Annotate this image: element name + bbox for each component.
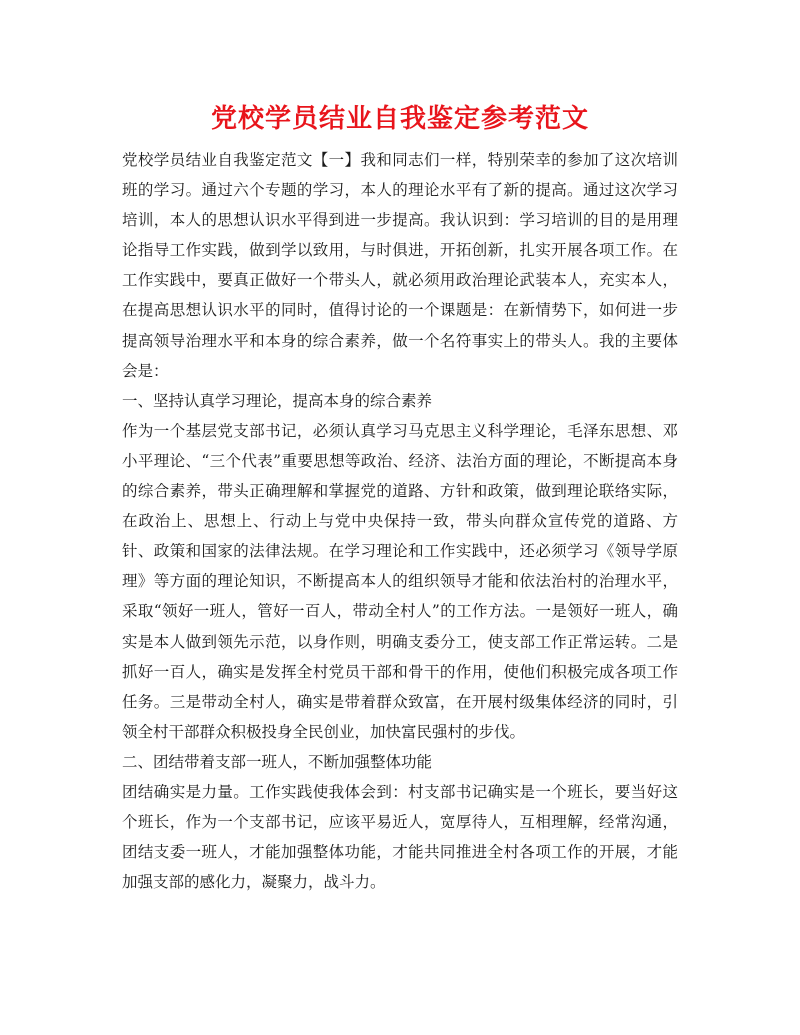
section-heading-2: 二、团结带着支部一班人，不断加强整体功能: [122, 752, 433, 771]
document-title: 党校学员结业自我鉴定参考范文: [210, 104, 589, 134]
section-heading-1: 一、坚持认真学习理论，提高本身的综合素养: [122, 391, 433, 410]
paragraph-section-1: 作为一个基层党支部书记，必须认真学习马克思主义科学理论，毛泽东思想、邓小平理论、“三个代表”重要思想等政治、经济、法治方面的理论，不断提高本身的综合素养，带头正确理解和掌握党的道路、方针和政策，做到理论联络实际，在政治上、思想上、行动上与党中央保持一致，带头向群众宣传党的道路、方针、政策和国家的法律法规。在学习理论和工作实践中，还必须学习《领导学原理》等方面的理论知识，不断提高本人的组织领导才能和依法治村的治理水平，采取“领好一班人，管好一百人，带动全村人”的工作方法。一是领好一班人，确实是本人做到领先示范，以身作则，明确支委分工，使支部工作正常运转。二是抓好一百人，确实是发挥全村党员干部和骨干的作用，使他们积极完成各项工作任务。三是带动全村人，确实是带着群众致富，在开展村级集体经济的同时，引领全村干部群众积极投身全民创业，加快富民强村的步伐。: [122, 421, 678, 741]
document-body: [122, 145, 678, 897]
paragraph-section-2: 团结确实是力量。工作实践使我体会到：村支部书记确实是一个班长，要当好这个班长，作为一个支部书记，应该平易近人，宽厚待人，互相理解，经常沟通，团结支委一班人，才能加强整体功能，才能共同推进全村各项工作的开展，才能加强支部的感化力，凝聚力，战斗力。: [122, 782, 678, 892]
paragraph-intro: 党校学员结业自我鉴定范文【一】我和同志们一样，特别荣幸的参加了这次培训班的学习。通过六个专题的学习，本人的理论水平有了新的提高。通过这次学习培训，本人的思想认识水平得到进一步提高。我认识到：学习培训的目的是用理论指导工作实践，做到学以致用，与时俱进，开拓创新，扎实开展各项工作。在工作实践中，要真正做好一个带头人，就必须用政治理论武装本人，充实本人，在提高思想认识水平的同时，值得讨论的一个课题是：在新情势下，如何进一步提高领导治理水平和本身的综合素养，做一个名符事实上的带头人。我的主要体会是：: [122, 151, 678, 380]
